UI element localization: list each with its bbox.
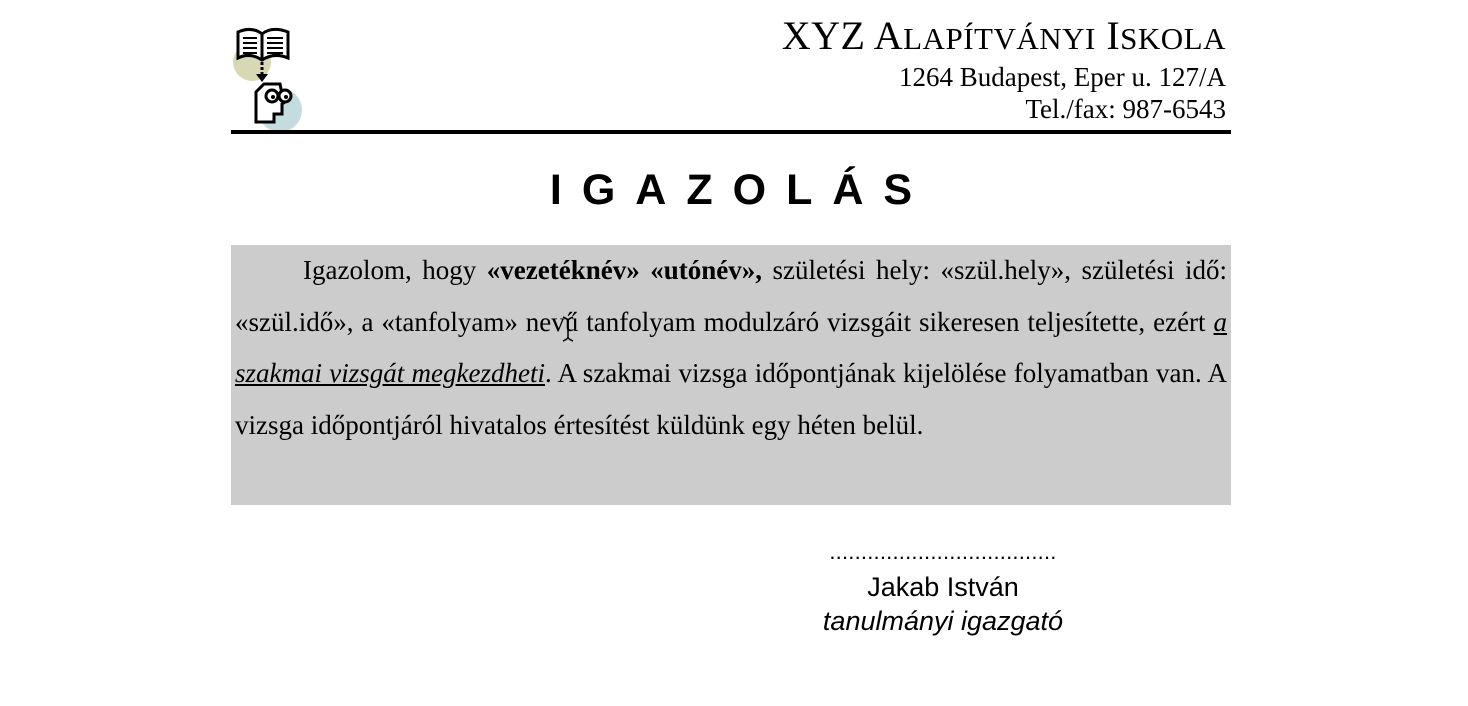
school-logo-icon — [232, 22, 308, 134]
text-cursor-icon — [561, 316, 575, 342]
signer-name: Jakab István — [867, 572, 1019, 602]
body-text-closing: . A szakmai vizsga időpontjának kijelölése folyamatban van. A vizsga időpontjáról hivatalos értesítést küldünk egy héten belül. — [235, 358, 1227, 440]
emphasized-phrase: a szakmai vizsgát megkezdheti — [235, 306, 1227, 388]
highlighted-body-block[interactable] — [231, 245, 1231, 505]
letterhead — [782, 14, 1226, 125]
merge-field-name: «vezetéknév» «utónév», — [486, 255, 762, 285]
body-text-details: születési hely: «szül.hely», születési idő: «szül.idő», a «tanfolyam» nevű tanfolyam modulzáró vizsgáit sikeresen teljesítette, ezért — [235, 255, 1228, 337]
certificate-paragraph[interactable] — [235, 245, 1227, 451]
school-address: 1264 Budapest, Eper u. 127/A — [899, 62, 1226, 92]
document-title: IGAZOLÁS — [549, 166, 933, 214]
school-name-smallcaps-a: LAPÍTVÁNYI — [903, 21, 1096, 56]
school-phone: Tel./fax: 987-6543 — [1025, 94, 1226, 124]
header-divider — [231, 130, 1231, 134]
school-name-initial-i: I — [1095, 13, 1121, 58]
school-name — [782, 14, 1226, 61]
school-name-initial-a: XYZ A — [781, 13, 904, 58]
signature-line: .................................... — [829, 542, 1057, 562]
signer-title: tanulmányi igazgató — [822, 606, 1064, 636]
signature-block — [802, 542, 1084, 638]
school-name-smallcaps-i: SKOLA — [1120, 21, 1226, 56]
body-text-intro: Igazolom, hogy — [303, 255, 487, 285]
